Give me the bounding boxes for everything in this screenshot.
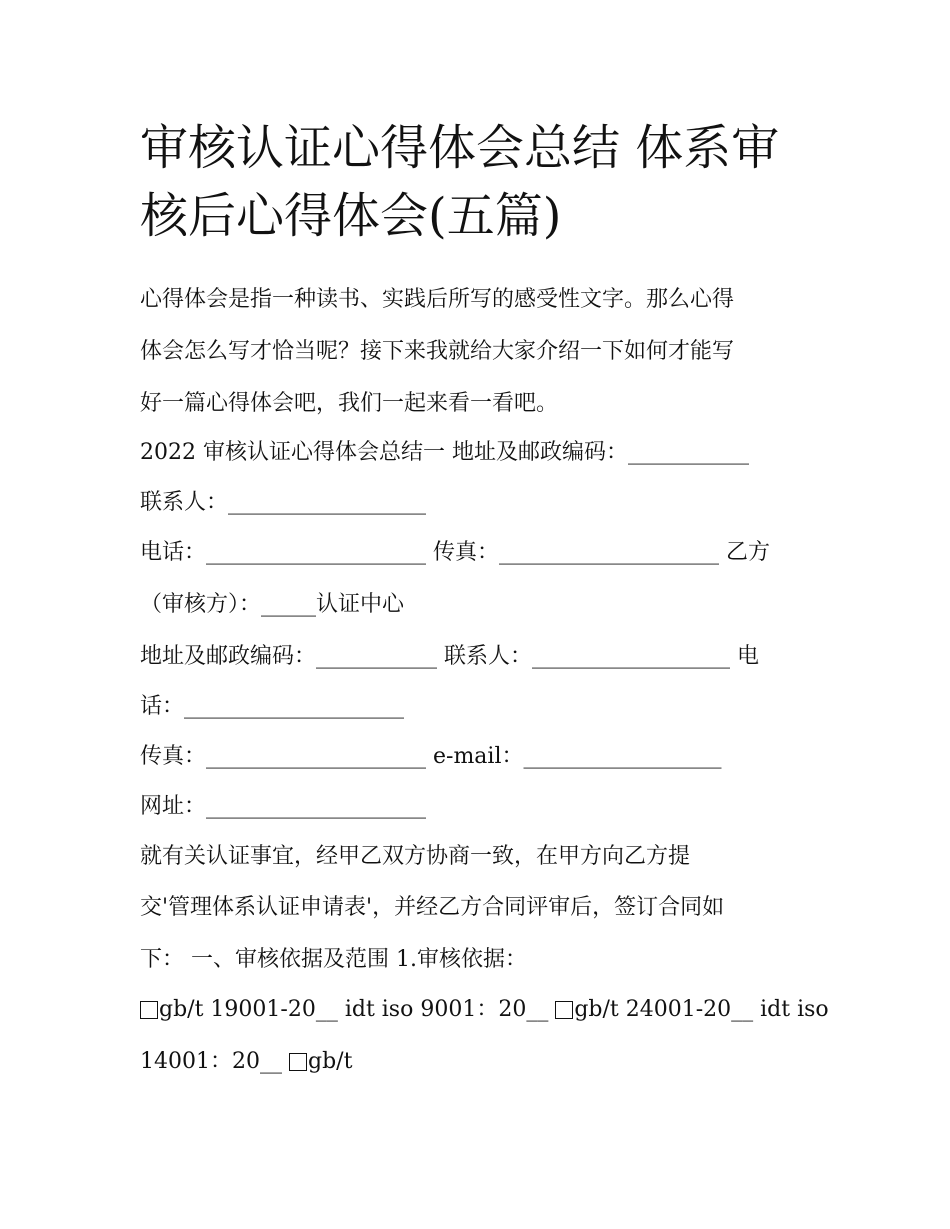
checkbox-icon[interactable] — [140, 1001, 158, 1019]
body-line: 电话：____________________ 传真：____________________ 乙方 — [140, 540, 770, 565]
body-line: （审核方）：_____认证中心 — [140, 592, 405, 617]
checkbox-icon[interactable] — [555, 1001, 573, 1019]
body-line: 体会怎么写才恰当呢？接下来我就给大家介绍一下如何才能写 — [140, 339, 735, 364]
body-line: 传真：____________________ e-mail：__________________ — [140, 744, 722, 769]
body-line: 好一篇心得体会吧，我们一起来看一看吧。 — [140, 391, 559, 416]
body-line: 地址及邮政编码：___________ 联系人：__________________ 电 — [140, 644, 759, 669]
body-line: 网址：____________________ — [140, 794, 427, 819]
body-line: 话：____________________ — [140, 694, 405, 719]
standard-option-gbt: gb/t — [307, 1049, 353, 1074]
standard-option-gbt-24001: gb/t 24001-20__ idt iso — [574, 997, 829, 1022]
checkbox-line — [140, 1047, 830, 1077]
body-line: 就有关认证事宜，经甲乙双方协商一致，在甲方向乙方提 — [140, 844, 691, 869]
checkbox-icon[interactable] — [289, 1053, 307, 1071]
standard-option-gbt-19001: gb/t 19001-20__ idt iso 9001：20__ — [159, 997, 556, 1022]
body-line: 交'管理体系认证申请表'，并经乙方合同评审后，签订合同如 — [140, 895, 725, 920]
checkbox-line — [140, 995, 830, 1025]
body-line: 心得体会是指一种读书、实践后所写的感受性文字。那么心得 — [140, 287, 735, 312]
body-line: 下： 一、审核依据及范围 1.审核依据： — [140, 947, 527, 972]
body-line: 联系人：__________________ — [140, 490, 427, 515]
document-title: 审核认证心得体会总结 体系审核后心得体会(五篇) — [140, 120, 780, 244]
standard-version-text: 14001：20__ — [140, 1049, 289, 1074]
body-line: 2022 审核认证心得体会总结一 地址及邮政编码：___________ — [140, 440, 749, 465]
